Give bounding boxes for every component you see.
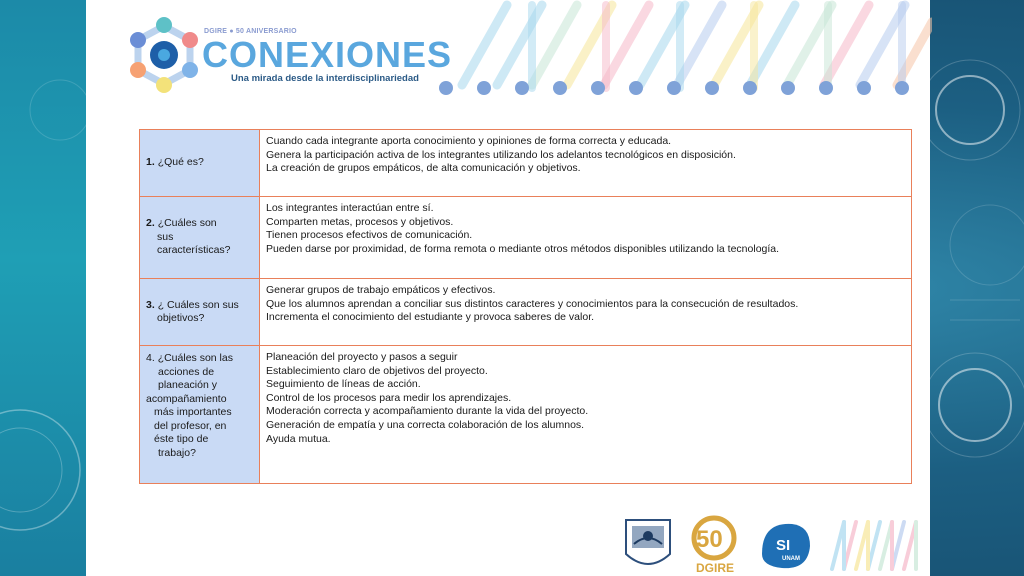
answer-cell (260, 279, 912, 346)
question-text: 2. ¿Cuáles son sus características? (146, 217, 231, 257)
conexiones-logo-icon (124, 12, 204, 102)
decorative-stripes (432, 0, 932, 100)
decorative-circles-right (930, 0, 1024, 576)
question-cell (140, 197, 260, 279)
svg-text:DGIRE: DGIRE (696, 561, 735, 575)
background-left-panel (0, 0, 86, 576)
anniversary-label: DGIRE ● 50 ANIVERSARIO (204, 28, 297, 35)
question-number: 2. (146, 217, 155, 230)
question-text: 4. ¿Cuáles son las acciones de planeación y acompañamiento más importantes del profesor, en éste tipo de trabajo? (146, 352, 233, 459)
answer-line: Generar grupos de trabajo empáticos y efectivos. (266, 284, 496, 296)
answer-line: Control de los procesos para medir los aprendizajes. (266, 391, 512, 404)
answer-line: La creación de grupos empáticos, de alta comunicación y objetivos. (266, 162, 581, 175)
question-number: 4. (146, 352, 155, 364)
answer-line: Moderación correcta y acompañamiento durante la vida del proyecto. (266, 405, 589, 418)
page-title: CONEXIONES (202, 34, 453, 75)
slide (86, 0, 930, 576)
question-cell (140, 279, 260, 346)
question-text: 3. ¿ Cuáles son sus objetivos? (146, 298, 239, 324)
answer-cell (260, 346, 912, 484)
footer-logos (622, 514, 922, 576)
answer-line: Comparten metas, procesos y objetivos. (266, 215, 454, 228)
answer-line: Que los alumnos aprendan a conciliar sus distintos caracteres y conocimientos para la consecución de resultados. (266, 297, 799, 310)
answer-line: Tienen procesos efectivos de comunicación. (266, 229, 473, 242)
svg-text:50: 50 (696, 526, 723, 553)
answer-line: Genera la participación activa de los integrantes utilizando los adelantos tecnológicos en disposición. (266, 148, 736, 161)
qa-table (139, 129, 912, 484)
table-row (140, 346, 912, 484)
table-row (140, 130, 912, 197)
question-number: 3. (146, 298, 155, 311)
question-cell (140, 130, 260, 197)
answer-line: Planeación del proyecto y pasos a seguir (266, 351, 458, 363)
answer-line: Pueden darse por proximidad, de forma remota o mediante otros métodos disponibles utilizando la tecnología. (266, 242, 780, 255)
answer-cell (260, 130, 912, 197)
dgire-50-logo-icon (694, 518, 734, 575)
decorative-circles-left (0, 0, 86, 576)
answer-cell (260, 197, 912, 279)
si-unam-logo-icon (762, 524, 810, 568)
footer-stripes (832, 522, 916, 569)
answer-line: Establecimiento claro de objetivos del proyecto. (266, 364, 488, 377)
answer-line: Cuando cada integrante aporta conocimiento y opiniones de forma correcta y educada. (266, 135, 672, 147)
table-row (140, 279, 912, 346)
background-right-panel (930, 0, 1024, 576)
answer-line: Generación de empatía y una correcta colaboración de los alumnos. (266, 418, 585, 431)
question-cell (140, 346, 260, 484)
svg-text:UNAM: UNAM (782, 556, 800, 562)
question-text: 1. ¿Qué es? (146, 156, 204, 169)
answer-line: Incrementa el conocimiento del estudiante y provoca saberes de valor. (266, 311, 595, 324)
answer-line: Ayuda mutua. (266, 432, 331, 445)
page-subtitle: Una mirada desde la interdisciplinariedad (231, 73, 419, 84)
answer-line: Los integrantes interactúan entre sí. (266, 202, 434, 214)
unam-crest-icon (626, 520, 670, 564)
svg-text:SI: SI (776, 537, 791, 554)
answer-line: Seguimiento de líneas de acción. (266, 378, 421, 391)
table-row (140, 197, 912, 279)
question-number: 1. (146, 156, 155, 169)
